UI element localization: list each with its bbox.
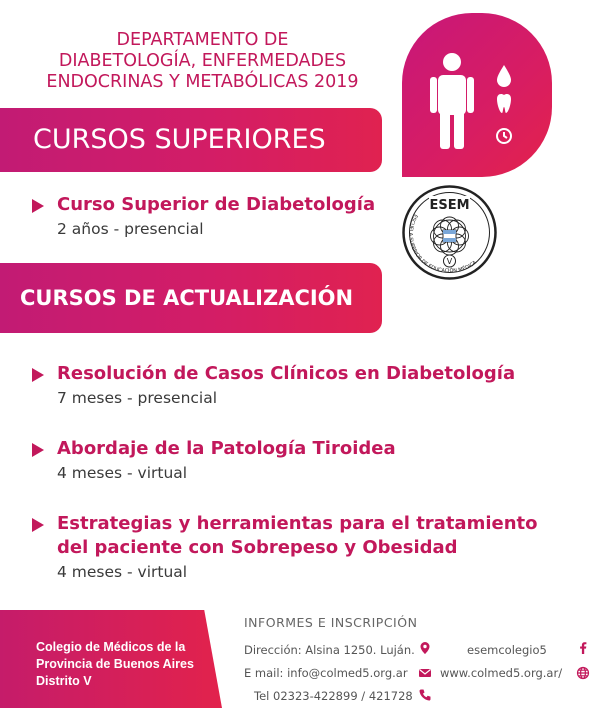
triangle-bullet-icon (32, 443, 44, 457)
footer-org-line: Colegio de Médicos de la (36, 640, 186, 654)
facebook-icon[interactable] (576, 641, 590, 655)
course-title (32, 512, 538, 560)
person-icon (430, 53, 474, 149)
section-band-actualizacion (0, 263, 382, 333)
department-line: ENDOCRINAS Y METABÓLICAS 2019 (46, 72, 359, 92)
course-title-line: del paciente con Sobrepeso y Obesidad (57, 537, 458, 558)
course-item (32, 512, 538, 584)
esem-logo (401, 184, 498, 281)
department-line: DIABETOLOGÍA, ENFERMEDADES (58, 51, 347, 71)
section-band-superiores (0, 108, 382, 172)
phone-text[interactable]: Tel 02323-422899 / 421728 (254, 689, 413, 703)
health-icons-panel (402, 13, 552, 177)
course-meta: 4 meses - virtual (57, 563, 188, 581)
footer-organization (36, 639, 194, 690)
department-title (0, 30, 405, 93)
course-meta: 4 meses - virtual (57, 464, 188, 482)
course-title-line: Curso Superior de Diabetología (57, 194, 376, 215)
triangle-bullet-icon (32, 518, 44, 532)
health-icons-graphic (402, 13, 552, 177)
globe-icon[interactable] (576, 666, 590, 680)
course-title-line: Resolución de Casos Clínicos en Diabetología (57, 363, 516, 384)
esem-logo-badge: V (446, 257, 453, 266)
course-item (32, 362, 515, 410)
drop-icon (497, 65, 511, 87)
footer-org-line: Provincia de Buenos Aires (36, 657, 194, 671)
course-title (32, 193, 375, 217)
tooth-icon (497, 94, 511, 113)
section-title-superiores: CURSOS SUPERIORES (33, 124, 326, 155)
course-meta: 2 años - presencial (57, 220, 204, 238)
triangle-bullet-icon (32, 199, 44, 213)
address-text: Dirección: Alsina 1250. Luján. (244, 643, 415, 657)
esem-logo-text: ESEM (429, 198, 470, 213)
clock-icon (497, 129, 511, 143)
course-item (32, 437, 396, 485)
esem-logo-graphic (401, 184, 498, 281)
course-title-line: Abordaje de la Patología Tiroidea (57, 438, 396, 459)
email-text[interactable]: E mail: info@colmed5.org.ar (244, 666, 408, 680)
course-meta: 7 meses - presencial (57, 389, 218, 407)
phone-icon (418, 688, 432, 702)
section-title-actualizacion: CURSOS DE ACTUALIZACIÓN (20, 286, 354, 310)
course-title-line: Estrategias y herramientas para el tratamiento (57, 513, 538, 534)
facebook-text[interactable]: esemcolegio5 (467, 643, 547, 657)
mail-icon (418, 666, 432, 680)
location-icon (418, 641, 432, 655)
footer-org-line: Distrito V (36, 674, 92, 688)
department-line: DEPARTAMENTO DE (116, 30, 289, 50)
course-item (32, 193, 375, 241)
triangle-bullet-icon (32, 368, 44, 382)
informes-label: INFORMES E INSCRIPCIÓN (244, 615, 418, 630)
website-text[interactable]: www.colmed5.org.ar/ (440, 666, 563, 680)
course-title (32, 362, 515, 386)
course-title (32, 437, 396, 461)
esem-logo-ring-text: ESCUELA SUPERIOR DE EDUCACIÓN MÉDICA (407, 212, 478, 275)
